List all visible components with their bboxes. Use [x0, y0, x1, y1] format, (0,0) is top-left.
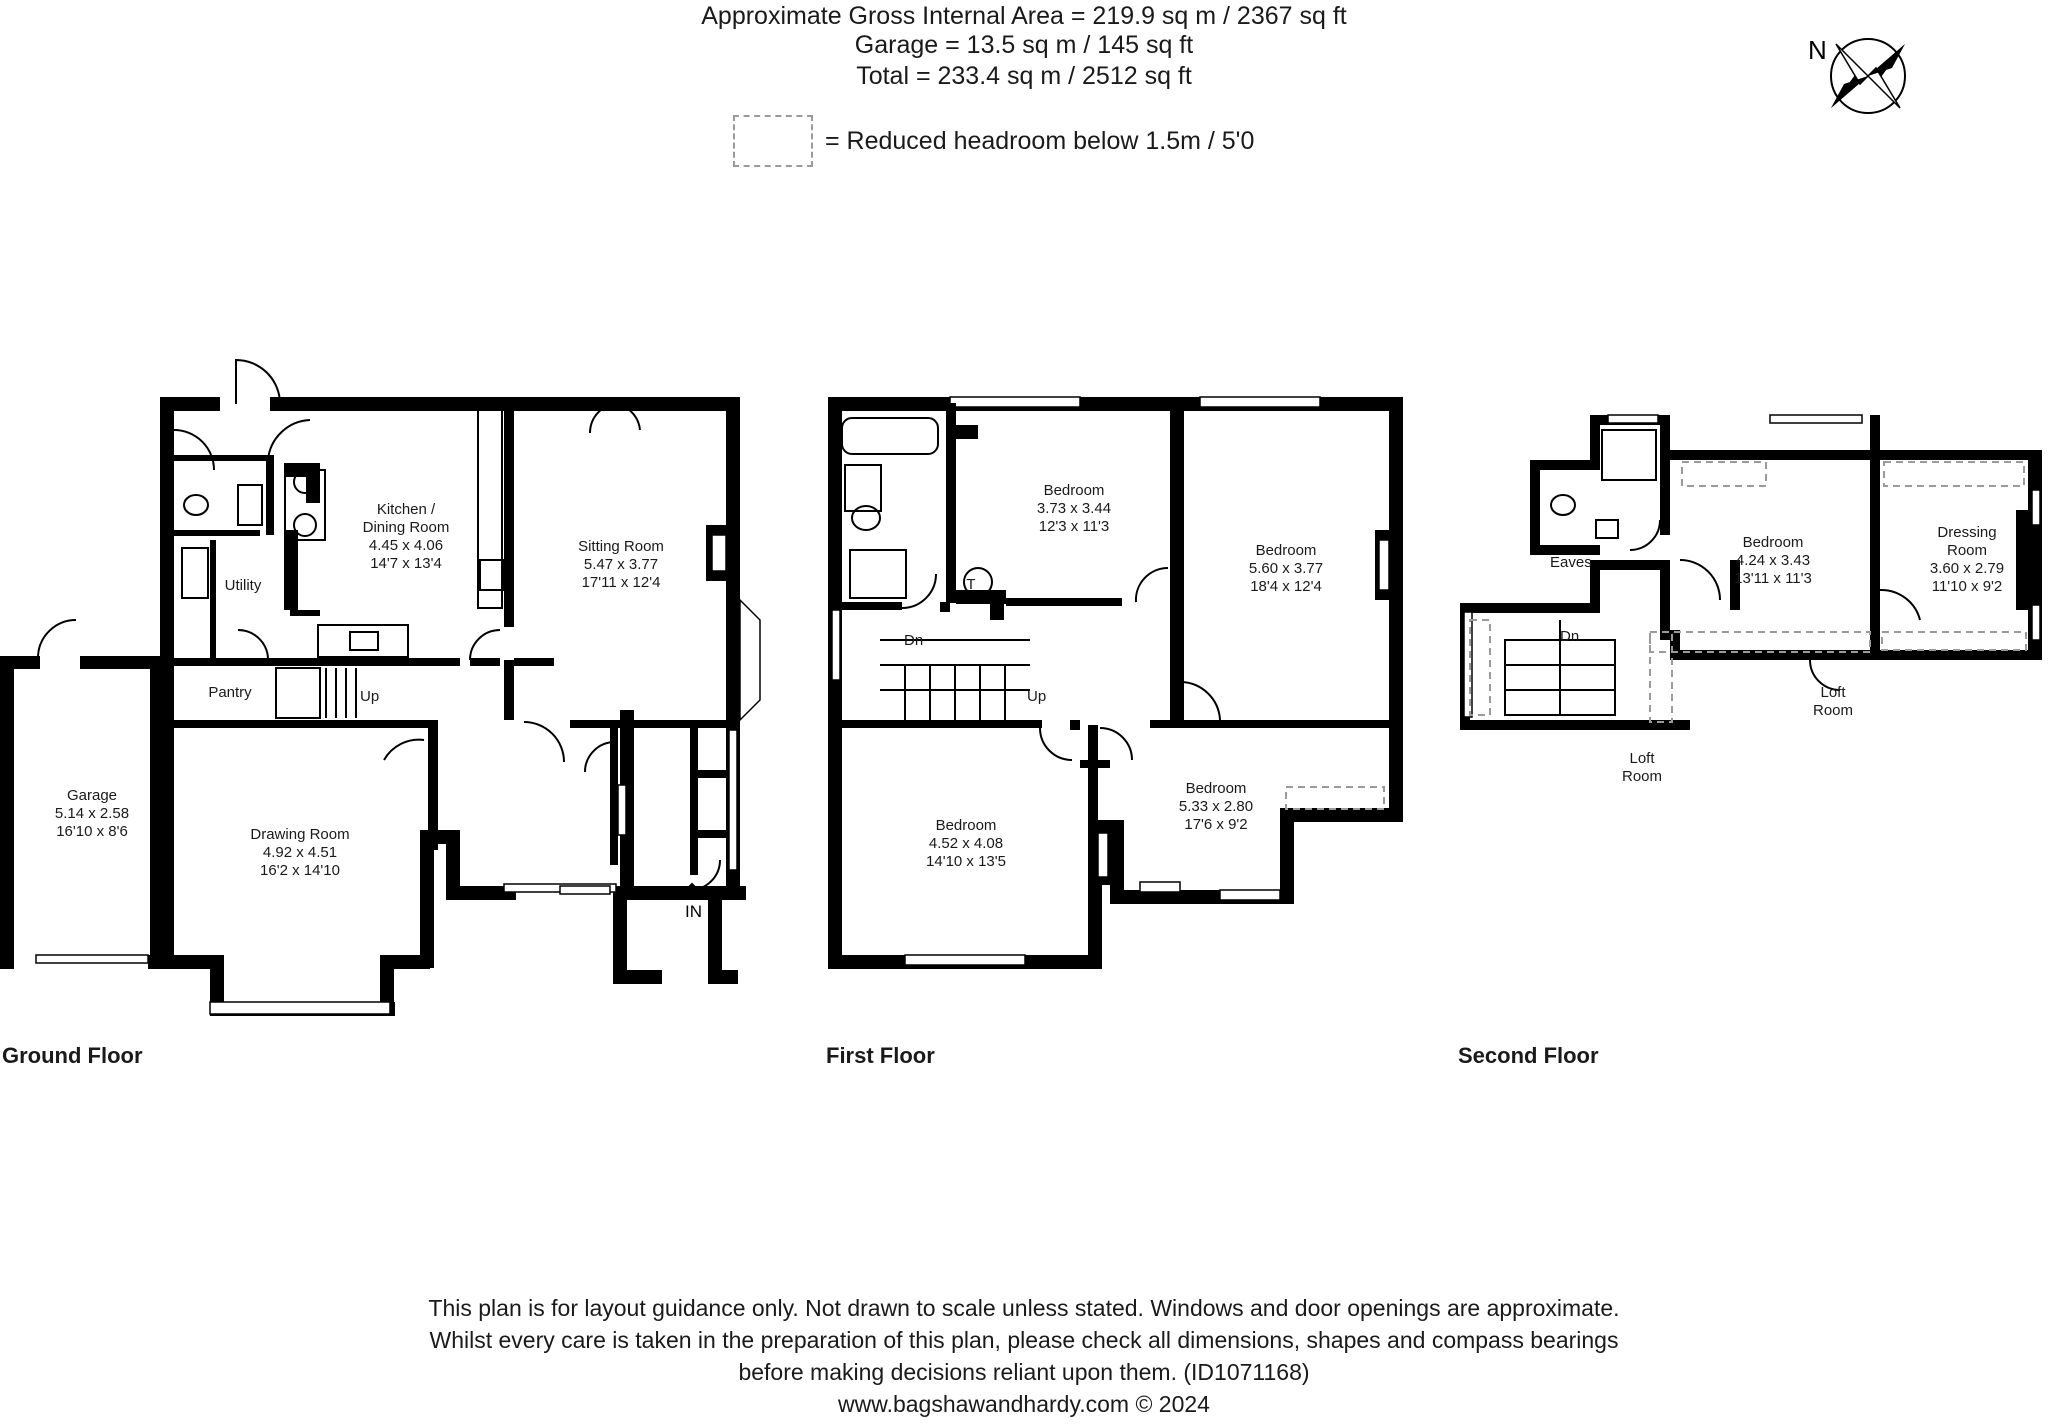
kitchen-name-2: Dining Room [362, 519, 450, 536]
bedroom-3-name: Bedroom [935, 817, 997, 834]
total-area-line: Total = 233.4 sq m / 2512 sq ft [856, 62, 1192, 90]
gross-area-line: Approximate Gross Internal Area = 219.9 sq m / 2367 sq ft [701, 2, 1347, 30]
bedroom-2-imperial: 18'4 x 12'4 [1250, 578, 1322, 595]
dressing-room-imperial: 11'10 x 9'2 [1931, 578, 2003, 595]
second-stairs-down-label: Dn [1560, 628, 1580, 645]
disclaimer [0, 1292, 2048, 1420]
drawing-room-imperial: 16'2 x 14'10 [260, 862, 340, 879]
first-stairs-down-label: Dn [904, 632, 924, 649]
legend-text: = Reduced headroom below 1.5m / 5'0 [825, 126, 1255, 155]
bedroom-3-imperial: 14'10 x 13'5 [926, 853, 1006, 870]
bedroom-5-imperial: 13'11 x 11'3 [1734, 570, 1812, 587]
entrance-in-label: IN [685, 902, 702, 921]
kitchen-metric: 4.45 x 4.06 [368, 537, 444, 554]
sitting-room-metric: 5.47 x 3.77 [583, 556, 659, 573]
first-stairs-up-label: Up [1027, 688, 1047, 705]
loft-room-b-label-1: Loft [1820, 684, 1846, 701]
garage-area-line: Garage = 13.5 sq m / 145 sq ft [854, 31, 1194, 59]
bedroom-1-name: Bedroom [1043, 482, 1105, 499]
kitchen-imperial: 14'7 x 13'4 [370, 555, 442, 572]
dressing-room-name-2: Room [1946, 542, 1988, 559]
dressing-room-name-1: Dressing [1937, 524, 1997, 541]
disclaimer-line-3: before making decisions reliant upon them. (ID1071168) [738, 1359, 1310, 1385]
bedroom-1-metric: 3.73 x 3.44 [1036, 500, 1112, 517]
loft-room-a-label-2: Room [1621, 768, 1663, 785]
bedroom-4-name: Bedroom [1185, 780, 1247, 797]
loft-room-a-label-1: Loft [1629, 750, 1655, 767]
kitchen-name-1: Kitchen / [376, 501, 436, 518]
tank-t-label: T [966, 576, 976, 593]
bedroom-4-metric: 5.33 x 2.80 [1178, 798, 1254, 815]
bedroom-5-name: Bedroom [1742, 534, 1804, 551]
first-floor-plan [828, 397, 1403, 969]
eaves-label: Eaves [1550, 554, 1592, 571]
ground-floor-plan [0, 360, 760, 1016]
disclaimer-line-2: Whilst every care is taken in the preparation of this plan, please check all dimensions, shapes and compass bearings [429, 1327, 1619, 1353]
bedroom-2-metric: 5.60 x 3.77 [1248, 560, 1324, 577]
bedroom-4-imperial: 17'6 x 9'2 [1184, 816, 1248, 833]
dressing-room-metric: 3.60 x 2.79 [1929, 560, 2005, 577]
first-floor-label: First Floor [826, 1043, 935, 1068]
second-floor-label: Second Floor [1458, 1043, 1599, 1068]
ground-stairs-up-label: Up [360, 688, 380, 705]
bedroom-1-imperial: 12'3 x 11'3 [1038, 518, 1110, 535]
loft-room-b-label-2: Room [1812, 702, 1854, 719]
compass-north-label: N [1808, 35, 1827, 65]
disclaimer-line-1: This plan is for layout guidance only. Not drawn to scale unless stated. Windows and door openings are approximate. [428, 1295, 1620, 1321]
utility-name: Utility [224, 577, 262, 594]
drawing-room-metric: 4.92 x 4.51 [262, 844, 338, 861]
drawing-room-name: Drawing Room [250, 826, 350, 843]
garage-name: Garage [66, 787, 118, 804]
bedroom-3-metric: 4.52 x 4.08 [928, 835, 1004, 852]
ground-floor-label: Ground Floor [2, 1043, 143, 1068]
garage-imperial: 16'10 x 8'6 [56, 823, 128, 840]
compass-icon [1831, 39, 1905, 113]
pantry-name: Pantry [208, 684, 252, 701]
website-copyright: www.bagshawandhardy.com © 2024 [838, 1391, 1210, 1417]
bedroom-5-metric: 4.24 x 3.43 [1735, 552, 1811, 569]
sitting-room-name: Sitting Room [578, 538, 664, 555]
garage-metric: 5.14 x 2.58 [54, 805, 130, 822]
bedroom-2-name: Bedroom [1255, 542, 1317, 559]
sitting-room-imperial: 17'11 x 12'4 [581, 574, 661, 591]
